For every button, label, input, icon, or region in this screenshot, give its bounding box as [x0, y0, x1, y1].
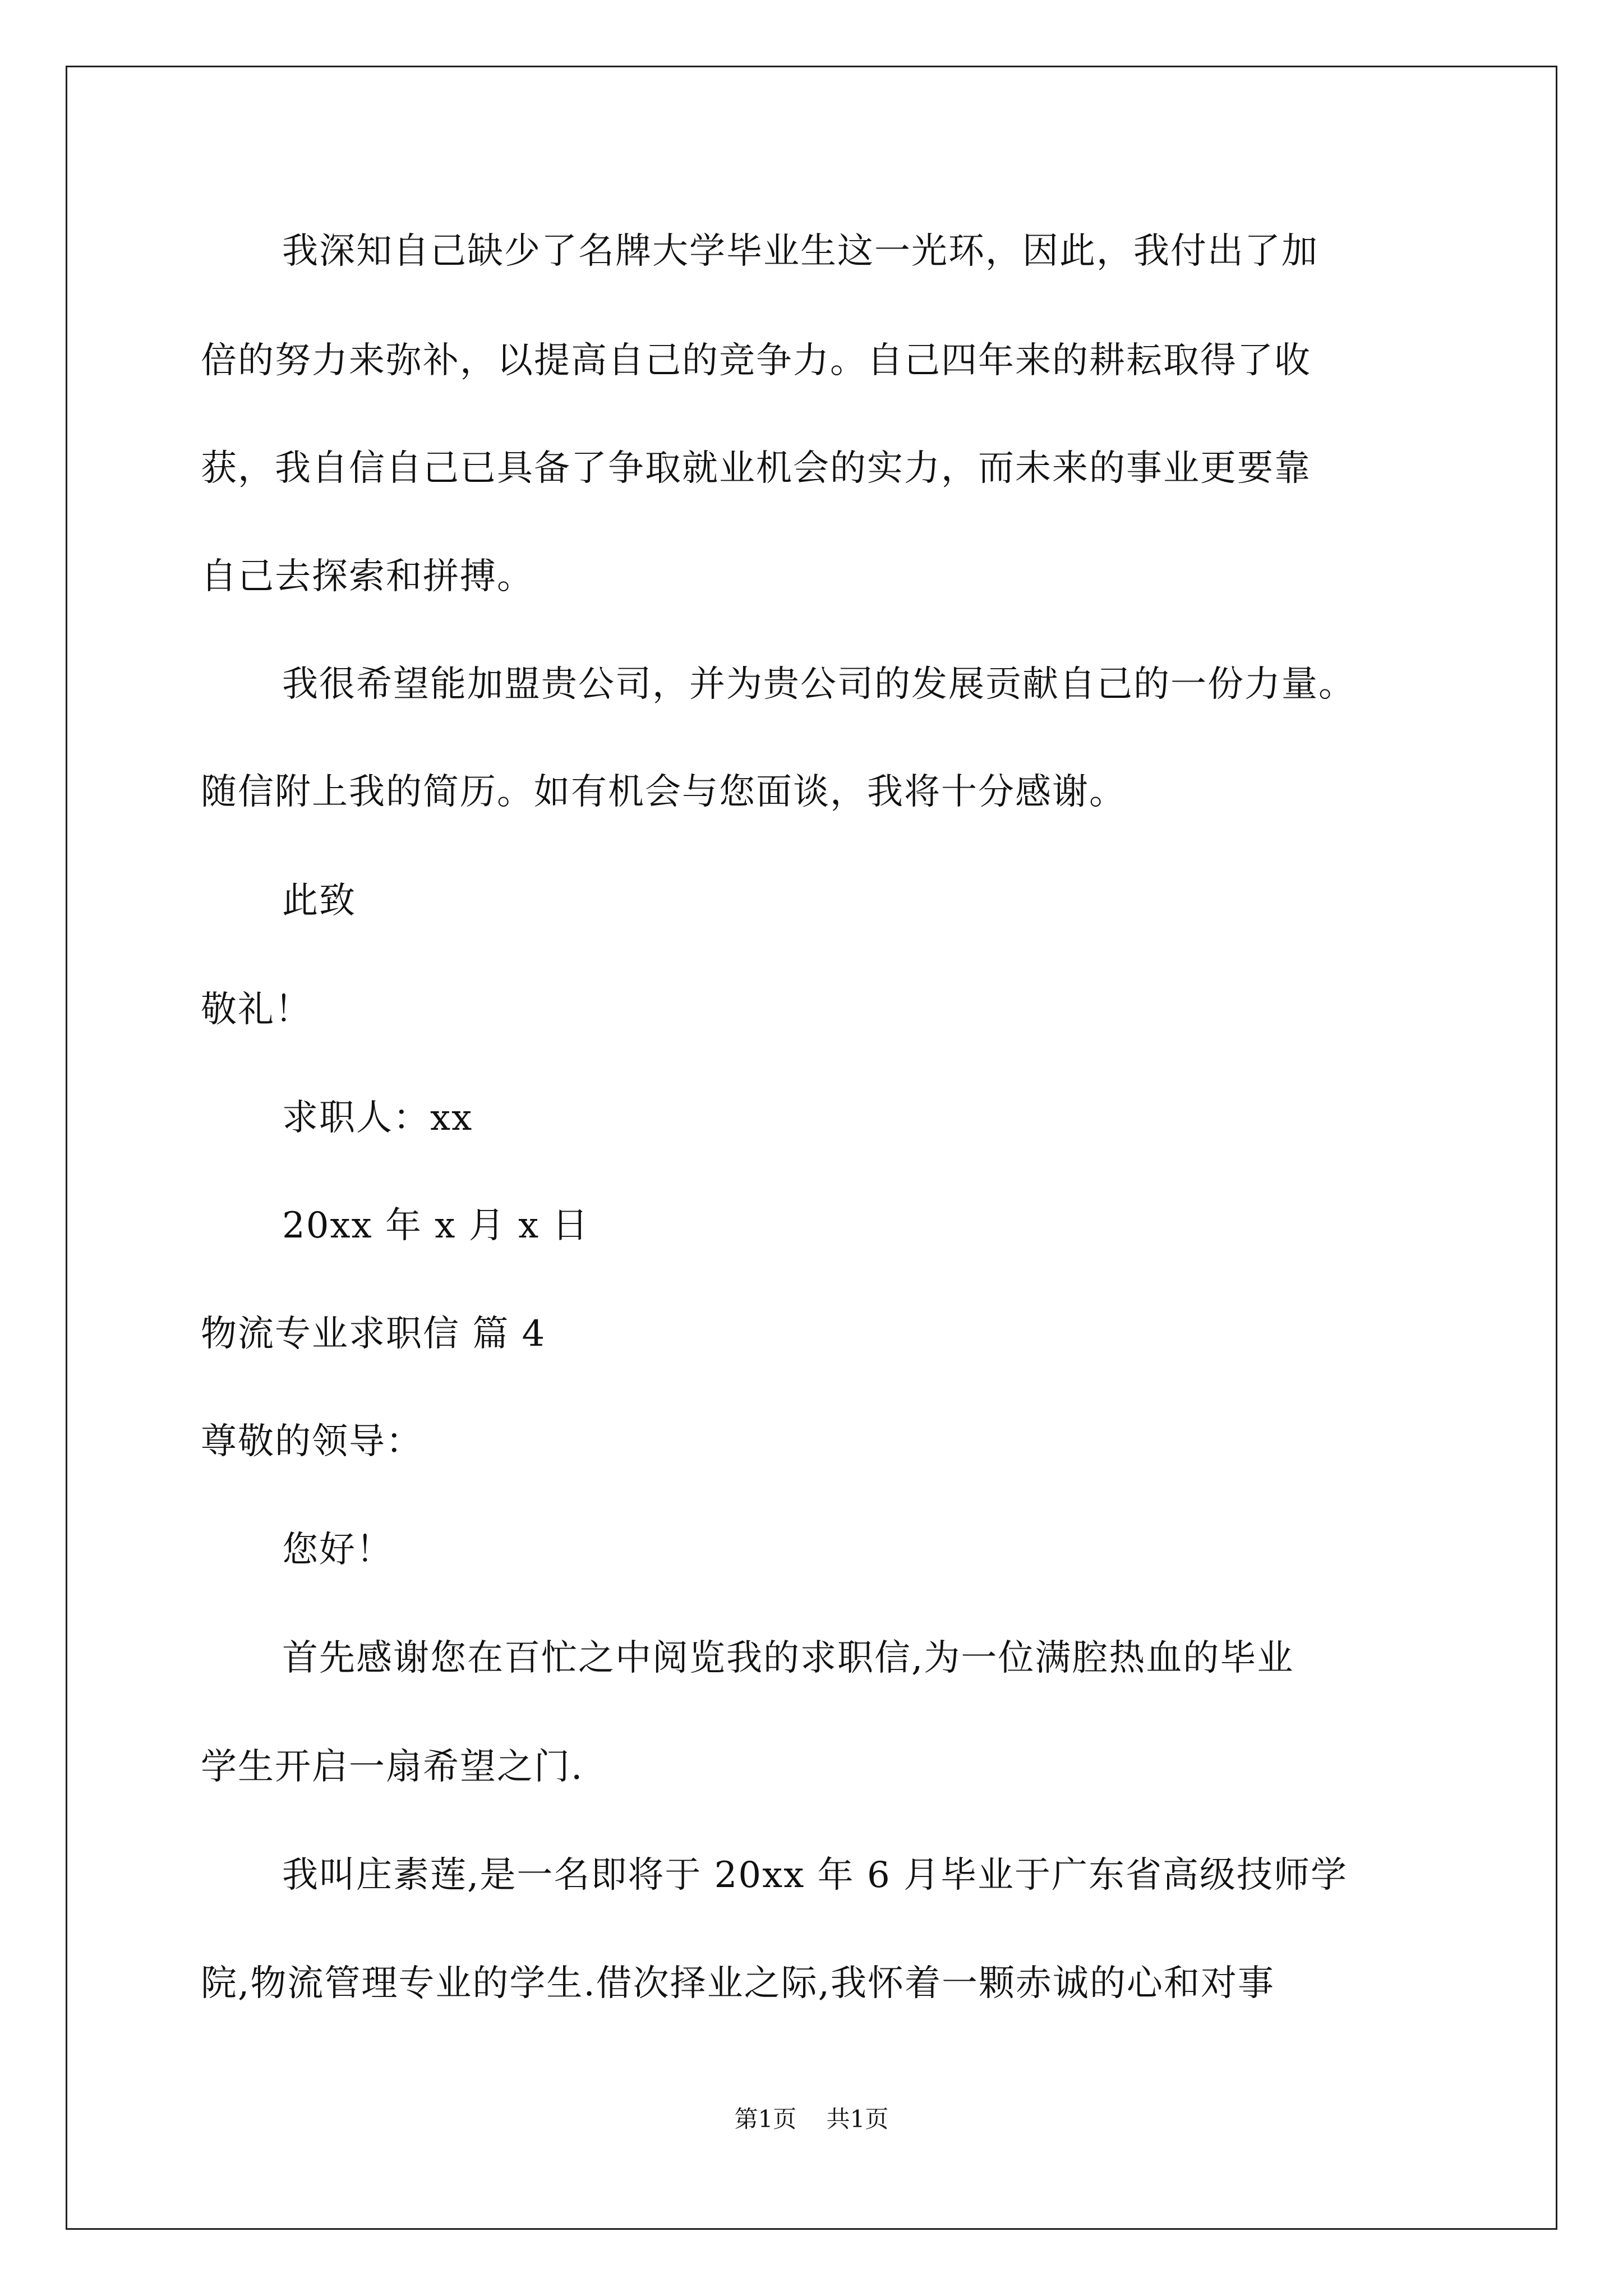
paragraph-line: 院,物流管理专业的学生.借次择业之际,我怀着一颗赤诚的心和对事 [201, 1963, 1275, 2004]
applicant-signature: 求职人：xx [282, 1097, 473, 1139]
paragraph-line: 首先感谢您在百忙之中阅览我的求职信,为一位满腔热血的毕业 [282, 1637, 1294, 1679]
section-heading: 物流专业求职信 篇 4 [201, 1313, 546, 1355]
paragraph-line: 自己去探索和拼搏。 [201, 556, 534, 597]
paragraph-line: 随信附上我的简历。如有机会与您面谈，我将十分感谢。 [201, 771, 1126, 813]
paragraph-line: 我很希望能加盟贵公司，并为贵公司的发展贡献自己的一份力量。 [282, 664, 1355, 705]
salutation-close: 敬礼！ [201, 989, 312, 1030]
closing-phrase: 此致 [282, 880, 356, 922]
page-footer: 第1页 共1页 [734, 2105, 889, 2133]
letter-date: 20xx 年 x 月 x 日 [282, 1205, 589, 1246]
paragraph-line: 倍的努力来弥补，以提高自己的竞争力。自己四年来的耕耘取得了收 [201, 340, 1311, 381]
page-frame [66, 66, 1557, 2230]
letter-salutation: 尊敬的领导： [201, 1421, 423, 1462]
greeting: 您好！ [282, 1529, 393, 1571]
paragraph-line: 我叫庄素莲,是一名即将于 20xx 年 6 月毕业于广东省高级技师学 [282, 1855, 1348, 1896]
paragraph-line: 学生开启一扇希望之门. [201, 1746, 584, 1788]
paragraph-line: 我深知自己缺少了名牌大学毕业生这一光环，因此，我付出了加 [282, 231, 1318, 272]
paragraph-line: 获，我自信自己已具备了争取就业机会的实力，而未来的事业更要靠 [201, 448, 1311, 489]
